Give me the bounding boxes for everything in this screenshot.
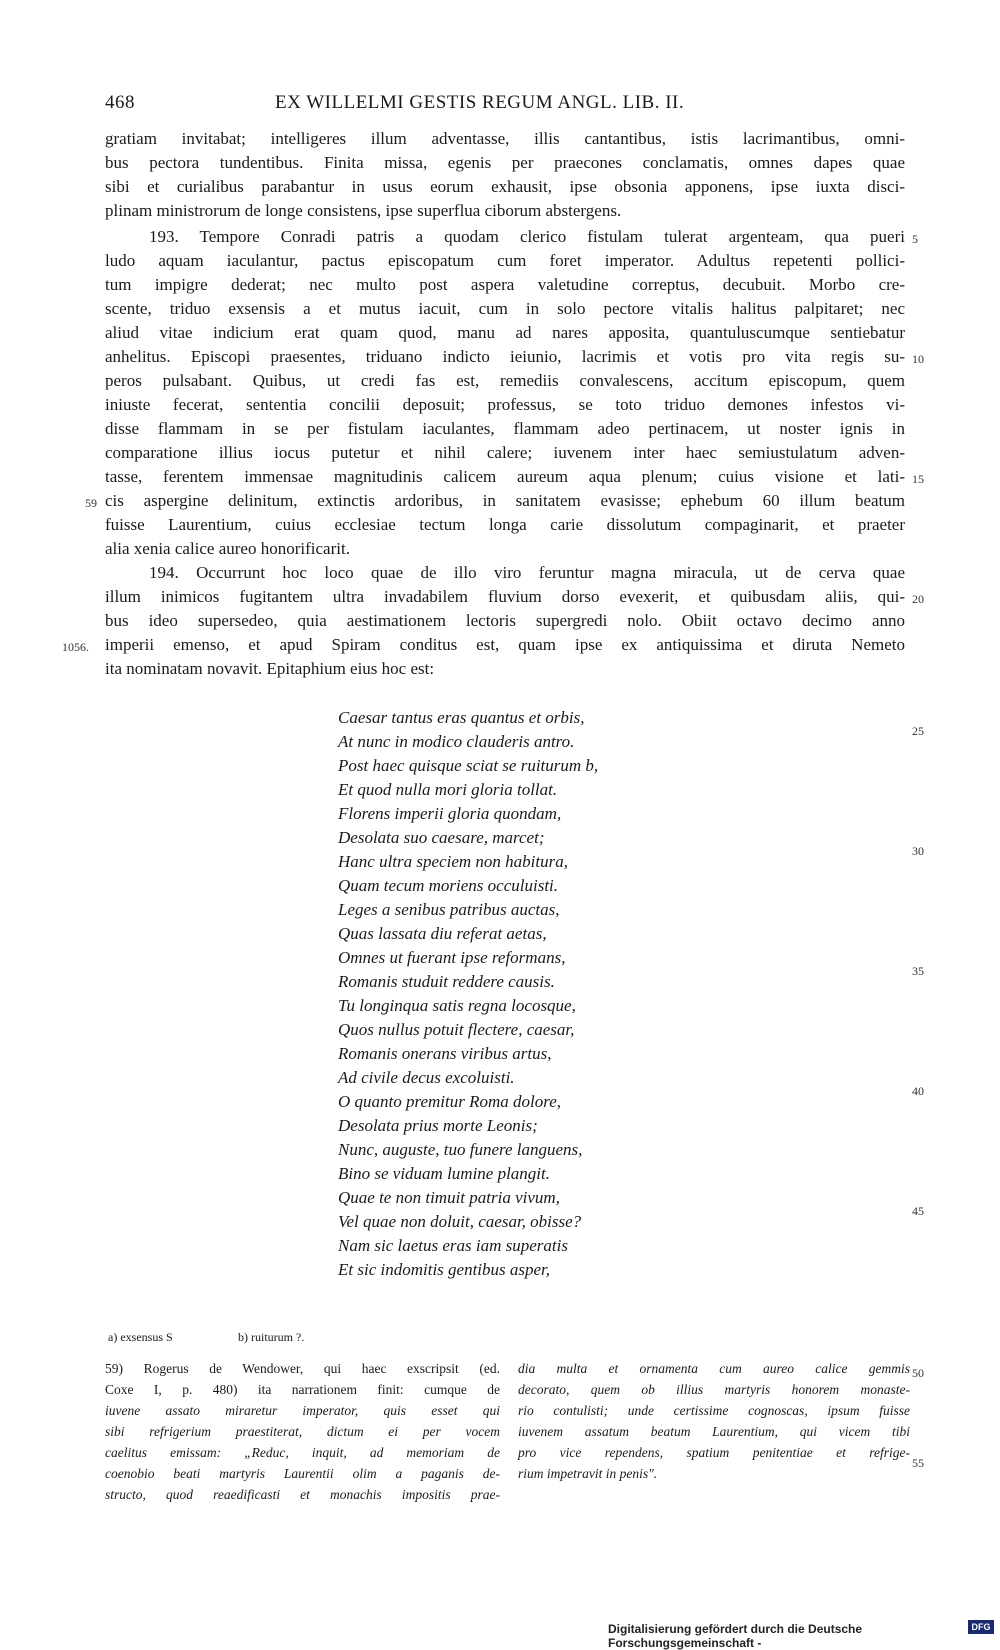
poem-line: Leges a senibus patribus auctas,: [338, 900, 560, 919]
note-line: rium impetravit in penis".: [518, 1466, 658, 1481]
poem-line: Romanis onerans viribus artus,: [338, 1044, 552, 1063]
margin-number: 40: [912, 1084, 924, 1098]
margin-number: 20: [912, 592, 924, 606]
poem-line: Post haec quisque sciat se ruiturum b,: [338, 756, 599, 775]
note-line: pro vice rependens, spatium penitentiae et refrige-: [518, 1445, 910, 1460]
digitization-credit: Digitalisierung gefördert durch die Deutsche Forschungsgemeinschaft -: [608, 1622, 863, 1650]
note-line: iuvenem assatum beatum Laurentium, qui vicem tibi: [518, 1424, 910, 1439]
poem-line: Quos nullus potuit flectere, caesar,: [338, 1020, 575, 1039]
poem-line: Desolata suo caesare, marcet;: [338, 828, 545, 847]
poem-line: Romanis studuit reddere causis.: [338, 972, 555, 991]
text-line: gratiam invitabat; intelligeres illum adventasse, illis cantantibus, istis lacrimantibus, omni-: [105, 129, 905, 148]
page-number: 468: [105, 92, 135, 113]
note-column-right: [518, 1358, 910, 1484]
text-line: bus ideo supersedeo, quia aestimationem lectoris supergredi nolo. Obiit octavo decimo anno: [105, 611, 905, 630]
text-line: cis aspergine delinitum, extinctis ardoribus, in sanitatem evasisse; ephebum 60 illum beatum: [105, 491, 905, 510]
poem-line: Vel quae non doluit, caesar, obisse?: [338, 1212, 582, 1231]
poem-line: Desolata prius morte Leonis;: [338, 1116, 538, 1135]
text-line: imperii emenso, et apud Spiram conditus est, quam ipse ex antiquissima et diruta Nemeto: [105, 635, 905, 654]
text-line: sibi et curialibus parabantur in usus eorum exhausit, ipse obsonia apponens, ipse iuxta disci-: [105, 177, 905, 196]
footnote-a: a) exsensus S: [108, 1330, 173, 1344]
poem-line: At nunc in modico clauderis antro.: [338, 732, 575, 751]
margin-number: 45: [912, 1204, 924, 1218]
margin-number: 55: [912, 1456, 924, 1470]
note-line: Coxe I, p. 480) ita narrationem finit: cumque de: [105, 1382, 500, 1397]
poem-line: Caesar tantus eras quantus et orbis,: [338, 708, 585, 727]
poem-line: Nam sic laetus eras iam superatis: [338, 1236, 568, 1255]
text-line: disse flammam in se per fistulam iaculantes, flammam adeo pertinacem, ut noster ignis in: [105, 419, 905, 438]
poem-line: Bino se viduam lumine plangit.: [338, 1164, 551, 1183]
margin-number: 35: [912, 964, 924, 978]
poem-line: Et quod nulla mori gloria tollat.: [338, 780, 558, 799]
poem-line: Quae te non timuit patria vivum,: [338, 1188, 560, 1207]
margin-number: 30: [912, 844, 924, 858]
text-line: 193. Tempore Conradi patris a quodam clerico fistulam tulerat argenteam, qua pueri: [149, 227, 905, 246]
text-line: tasse, ferentem immensae magnitudinis calicem aureum aqua plenum; cuius visione et lati-: [105, 467, 905, 486]
note-line: coenobio beati martyris Laurentii olim a paganis de-: [105, 1466, 500, 1481]
poem-line: Nunc, auguste, tuo funere languens,: [338, 1140, 583, 1159]
margin-number: 50: [912, 1366, 924, 1380]
poem-line: Quam tecum moriens occuluisti.: [338, 876, 559, 895]
poem-line: Omnes ut fuerant ipse reformans,: [338, 948, 566, 967]
text-line: fuisse Laurentium, cuius ecclesiae tectum longa carie dissolutum compaginarit, et praeter: [105, 515, 905, 534]
running-title: EX WILLELMI GESTIS REGUM ANGL. LIB. II.: [275, 92, 685, 113]
note-line: rio contulisti; unde certissime cognoscas, ipsum fuisse: [518, 1403, 910, 1418]
running-header: [0, 92, 1000, 118]
poem-line: Et sic indomitis gentibus asper,: [338, 1260, 551, 1279]
note-line: sibi refrigerium praestiterat, dictum ei per vocem: [105, 1424, 500, 1439]
note-line: decorato, quem ob illius martyris honorem monaste-: [518, 1382, 910, 1397]
text-line: plinam ministrorum de longe consistens, ipse superflua ciborum abstergens.: [105, 201, 622, 220]
poem-line: Tu longinqua satis regna locosque,: [338, 996, 576, 1015]
text-line: peros pulsabant. Quibus, ut credi fas est, remediis convalescens, accitum episcopum, quem: [105, 371, 905, 390]
margin-number: 15: [912, 472, 924, 486]
text-line: comparatione illius iocus putetur et nihil calere; iuvenem inter haec semiustulatum adven-: [105, 443, 905, 462]
margin-number: 5: [912, 232, 918, 246]
text-line: anhelitus. Episcopi praesentes, triduano indicto ieiunio, lacrimis et votis pro vita regis su-: [105, 347, 905, 366]
poem-line: Florens imperii gloria quondam,: [338, 804, 562, 823]
poem-line: Hanc ultra speciem non habitura,: [338, 852, 568, 871]
poem-line: O quanto premitur Roma dolore,: [338, 1092, 562, 1111]
text-line: tum impigre dederat; nec multo post aspera valetudine correptus, decubuit. Morbo cre-: [105, 275, 905, 294]
text-line: scente, triduo exsensis a et mutus iacuit, cum in solo pectore vitalis halitus palpitaret; nec: [105, 299, 905, 318]
note-line: structo, quod reaedificasti et monachis impositis prae-: [105, 1487, 500, 1502]
text-line: iniuste fecerat, sententia concilii deposuit; professus, se toto triduo demones infestos vi-: [105, 395, 905, 414]
dfg-logo: DFG: [968, 1620, 994, 1634]
poem-line: Ad civile decus excoluisti.: [338, 1068, 515, 1087]
text-line: ita nominatam novavit. Epitaphium eius hoc est:: [105, 659, 435, 678]
margin-note-ref: 59: [85, 496, 97, 510]
note-line: dia multa et ornamenta cum aureo calice gemmis: [518, 1361, 910, 1376]
footnote-b: b) ruiturum ?.: [238, 1330, 305, 1344]
text-line: 194. Occurrunt hoc loco quae de illo viro feruntur magna miracula, ut de cerva quae: [149, 563, 905, 582]
text-line: aliud vitae indicium erat quam quod, manu ad nares apposita, quantuluscumque sentiebatur: [105, 323, 905, 342]
note-line: iuvene assato miraretur imperator, quis esset qui: [105, 1403, 500, 1418]
poem-line: Quas lassata diu referat aetas,: [338, 924, 547, 943]
margin-number: 10: [912, 352, 924, 366]
text-line: illum inimicos fugitantem ultra invadabilem fluvium dorso evexerit, et quibusdam aliis, qui-: [105, 587, 905, 606]
text-line: ludo aquam iaculantur, pactus episcopatum cum foret imperator. Adultus repetenti pollici-: [105, 251, 905, 270]
note-column-left: [105, 1358, 500, 1505]
margin-number: 25: [912, 724, 924, 738]
text-line: alia xenia calice aureo honorificarit.: [105, 539, 350, 558]
note-line: 59) Rogerus de Wendower, qui haec exscripsit (ed.: [105, 1361, 500, 1376]
note-line: caelitus emissam: „Reduc, inquit, ad memoriam de: [105, 1445, 500, 1460]
margin-year: 1056.: [62, 640, 89, 654]
text-line: bus pectora tundentibus. Finita missa, egenis per praecones conclamatis, omnes dapes quae: [105, 153, 905, 172]
